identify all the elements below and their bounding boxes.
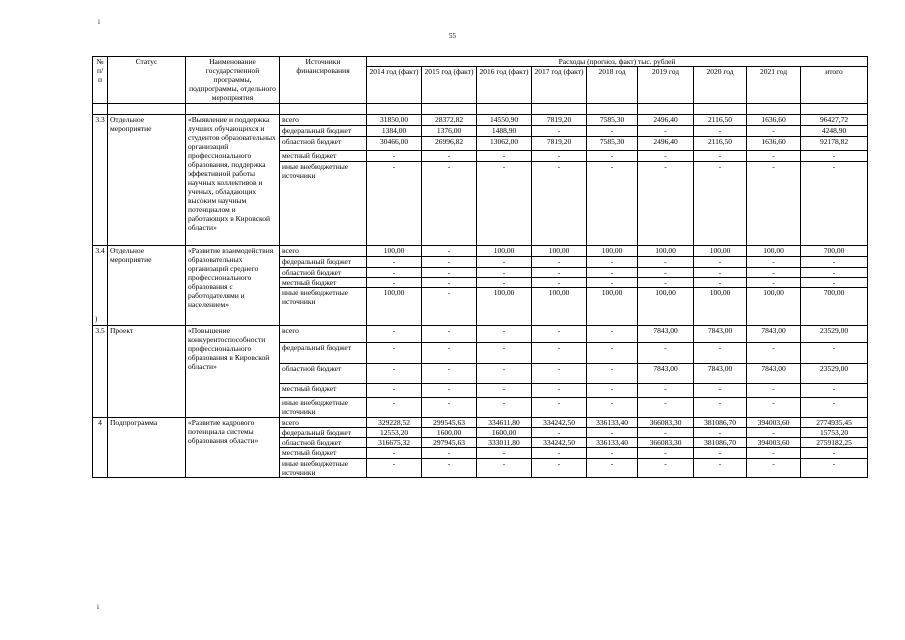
amount-cell: - <box>422 268 477 278</box>
amount-cell: - <box>532 384 587 398</box>
amount-cell: 336133,40 <box>587 438 638 448</box>
amount-cell: 1636,60 <box>747 137 801 151</box>
amount-cell: - <box>477 364 532 384</box>
row-status: Отдельное мероприятие <box>108 246 186 326</box>
amount-cell: - <box>367 268 422 278</box>
amount-cell: 334611,80 <box>477 418 532 428</box>
amount-cell: - <box>587 151 638 162</box>
amount-cell: 31850,00 <box>367 115 422 126</box>
amount-cell: - <box>694 428 747 438</box>
amount-cell: - <box>638 126 694 137</box>
row-number: 3.4 <box>93 246 108 326</box>
row-program-name: «Развитие взаимодействия образовательных организаций среднего профессионального образования с работодателями и населением» <box>186 246 280 326</box>
amount-cell: - <box>638 257 694 268</box>
amount-cell: 100,00 <box>747 246 801 257</box>
amount-cell: - <box>747 257 801 268</box>
amount-cell: - <box>422 384 477 398</box>
amount-cell: - <box>747 268 801 278</box>
amount-cell: 366083,30 <box>638 418 694 428</box>
amount-cell: 13062,00 <box>477 137 532 151</box>
funding-source: федеральный бюджет <box>280 428 367 438</box>
amount-cell: 1376,00 <box>422 126 477 137</box>
header-year: 2020 год <box>694 67 747 104</box>
margin-mark: i <box>98 18 100 26</box>
amount-cell: - <box>532 326 587 343</box>
funding-source: федеральный бюджет <box>280 126 367 137</box>
total-cell: - <box>801 151 868 162</box>
header-year: 2016 год (факт) <box>477 67 532 104</box>
amount-cell: 2116,50 <box>694 137 747 151</box>
amount-cell: - <box>638 398 694 418</box>
funding-source: всего <box>280 326 367 343</box>
amount-cell: 7585,30 <box>587 115 638 126</box>
funding-source: всего <box>280 418 367 428</box>
funding-source: местный бюджет <box>280 278 367 288</box>
header-expenses: Расходы (прогноз, факт) тыс. рублей <box>367 57 868 67</box>
amount-cell: 336133,40 <box>587 418 638 428</box>
amount-cell: - <box>477 398 532 418</box>
amount-cell: 100,00 <box>694 246 747 257</box>
amount-cell: 7843,00 <box>694 326 747 343</box>
amount-cell: - <box>422 448 477 459</box>
header-year: 2017 год (факт) <box>532 67 587 104</box>
amount-cell: - <box>532 151 587 162</box>
amount-cell: - <box>747 278 801 288</box>
amount-cell: - <box>638 278 694 288</box>
amount-cell: - <box>367 448 422 459</box>
amount-cell: 7843,00 <box>638 364 694 384</box>
amount-cell: - <box>587 257 638 268</box>
amount-cell: 329228,52 <box>367 418 422 428</box>
amount-cell: 7843,00 <box>694 364 747 384</box>
page-number: 55 <box>449 32 456 40</box>
amount-cell: - <box>477 151 532 162</box>
amount-cell: - <box>638 162 694 246</box>
amount-cell: - <box>694 459 747 478</box>
total-cell: - <box>801 268 868 278</box>
amount-cell: - <box>638 459 694 478</box>
amount-cell: - <box>367 364 422 384</box>
funding-source: местный бюджет <box>280 448 367 459</box>
amount-cell: 1488,90 <box>477 126 532 137</box>
amount-cell: 7843,00 <box>747 326 801 343</box>
amount-cell: - <box>747 448 801 459</box>
amount-cell: 100,00 <box>367 246 422 257</box>
amount-cell: - <box>694 343 747 364</box>
total-cell: - <box>801 398 868 418</box>
amount-cell: - <box>367 257 422 268</box>
amount-cell: 30466,00 <box>367 137 422 151</box>
funding-source: федеральный бюджет <box>280 257 367 268</box>
total-cell: 700,00 <box>801 246 868 257</box>
amount-cell: 1384,00 <box>367 126 422 137</box>
table-row <box>93 246 868 257</box>
amount-cell: - <box>422 398 477 418</box>
amount-cell: 28372,82 <box>422 115 477 126</box>
amount-cell: - <box>587 384 638 398</box>
row-program-name: «Повышение конкурентоспособности профессионального образования в Кировской области» <box>186 326 280 418</box>
amount-cell: 7819,20 <box>532 115 587 126</box>
funding-source: всего <box>280 246 367 257</box>
amount-cell: - <box>367 384 422 398</box>
amount-cell: 100,00 <box>532 246 587 257</box>
total-cell: 23529,00 <box>801 326 868 343</box>
amount-cell: 394003,60 <box>747 438 801 448</box>
total-cell: 96427,72 <box>801 115 868 126</box>
amount-cell: - <box>422 151 477 162</box>
amount-cell: 1600,00 <box>422 428 477 438</box>
amount-cell: - <box>532 428 587 438</box>
amount-cell: - <box>422 326 477 343</box>
amount-cell: - <box>367 326 422 343</box>
header-no: № п/п <box>93 57 108 104</box>
amount-cell: - <box>422 343 477 364</box>
amount-cell: - <box>587 448 638 459</box>
amount-cell: 297945,63 <box>422 438 477 448</box>
total-cell: 92178,82 <box>801 137 868 151</box>
total-cell: 15753,20 <box>801 428 868 438</box>
header-year: 2018 год <box>587 67 638 104</box>
amount-cell: - <box>532 268 587 278</box>
amount-cell: - <box>422 162 477 246</box>
amount-cell: - <box>587 428 638 438</box>
amount-cell: - <box>422 288 477 326</box>
amount-cell: 100,00 <box>638 288 694 326</box>
amount-cell: 381086,70 <box>694 418 747 428</box>
row-number: 3.5 <box>93 326 108 418</box>
table-spacer-row <box>93 104 868 115</box>
row-number: 4 <box>93 418 108 478</box>
amount-cell: 26996,82 <box>422 137 477 151</box>
header-year: 2015 год (факт) <box>422 67 477 104</box>
row-status: Проект <box>108 326 186 418</box>
amount-cell: 100,00 <box>587 288 638 326</box>
row-program-name: «Развитие кадрового потенциала системы образования области» <box>186 418 280 478</box>
amount-cell: - <box>694 162 747 246</box>
amount-cell: - <box>694 151 747 162</box>
amount-cell: - <box>367 151 422 162</box>
amount-cell: 381086,70 <box>694 438 747 448</box>
amount-cell: 7819,20 <box>532 137 587 151</box>
amount-cell: 1600,00 <box>477 428 532 438</box>
amount-cell: - <box>532 278 587 288</box>
amount-cell: - <box>477 278 532 288</box>
row-number: 3.3 <box>93 115 108 246</box>
amount-cell: - <box>694 384 747 398</box>
total-cell: - <box>801 257 868 268</box>
amount-cell: - <box>477 459 532 478</box>
amount-cell: 100,00 <box>587 246 638 257</box>
amount-cell: - <box>367 459 422 478</box>
amount-cell: - <box>422 278 477 288</box>
amount-cell: - <box>747 384 801 398</box>
funding-source: иные внебюджетные источники <box>280 398 367 418</box>
amount-cell: 299545,63 <box>422 418 477 428</box>
amount-cell: - <box>694 257 747 268</box>
funding-source: местный бюджет <box>280 384 367 398</box>
amount-cell: - <box>694 398 747 418</box>
amount-cell: - <box>532 257 587 268</box>
total-cell: 2774935,45 <box>801 418 868 428</box>
header-total: итого <box>801 67 868 104</box>
amount-cell: - <box>532 459 587 478</box>
amount-cell: 2496,40 <box>638 115 694 126</box>
amount-cell: - <box>638 268 694 278</box>
amount-cell: - <box>587 459 638 478</box>
amount-cell: - <box>422 257 477 268</box>
amount-cell: - <box>638 384 694 398</box>
amount-cell: 100,00 <box>747 288 801 326</box>
amount-cell: - <box>422 459 477 478</box>
amount-cell: 334242,50 <box>532 418 587 428</box>
amount-cell: - <box>532 343 587 364</box>
funding-source: областной бюджет <box>280 268 367 278</box>
amount-cell: 394003,60 <box>747 418 801 428</box>
amount-cell: - <box>367 343 422 364</box>
row-status: Подпрограмма <box>108 418 186 478</box>
funding-source: областной бюджет <box>280 364 367 384</box>
amount-cell: - <box>587 126 638 137</box>
amount-cell: - <box>477 257 532 268</box>
row-program-name: «Выявление и поддержка лучших обучающихся и студентов образовательных организаций профессионального образования, поддержка эффективной работы научных коллективов и ученых, обладающих высоким научным потенциалом и работающих в Кировской области» <box>186 115 280 246</box>
amount-cell: - <box>367 398 422 418</box>
amount-cell: 100,00 <box>532 288 587 326</box>
amount-cell: 7843,00 <box>747 364 801 384</box>
amount-cell: 366083,30 <box>638 438 694 448</box>
amount-cell: 12553,20 <box>367 428 422 438</box>
amount-cell: 7843,00 <box>638 326 694 343</box>
amount-cell: - <box>477 326 532 343</box>
amount-cell: 333011,80 <box>477 438 532 448</box>
amount-cell: - <box>367 278 422 288</box>
amount-cell: - <box>747 126 801 137</box>
amount-cell: - <box>638 151 694 162</box>
amount-cell: - <box>532 364 587 384</box>
amount-cell: - <box>587 268 638 278</box>
header-year: 2021 год <box>747 67 801 104</box>
amount-cell: - <box>638 428 694 438</box>
funding-source: иные внебюджетные источники <box>280 459 367 478</box>
funding-source: местный бюджет <box>280 151 367 162</box>
amount-cell: 334242,50 <box>532 438 587 448</box>
funding-source: областной бюджет <box>280 137 367 151</box>
amount-cell: 100,00 <box>694 288 747 326</box>
header-year: 2019 год <box>638 67 694 104</box>
amount-cell: 100,00 <box>367 288 422 326</box>
total-cell: - <box>801 448 868 459</box>
amount-cell: - <box>747 162 801 246</box>
amount-cell: - <box>694 126 747 137</box>
amount-cell: - <box>694 278 747 288</box>
amount-cell: - <box>587 343 638 364</box>
amount-cell: 14550,90 <box>477 115 532 126</box>
header-name: Наименование государственной программы, подпрограммы, отдельного мероприятия <box>186 57 280 104</box>
amount-cell: - <box>477 268 532 278</box>
amount-cell: - <box>587 398 638 418</box>
amount-cell: - <box>747 459 801 478</box>
amount-cell: - <box>532 162 587 246</box>
table-row <box>93 326 868 343</box>
amount-cell: 316675,32 <box>367 438 422 448</box>
amount-cell: - <box>587 278 638 288</box>
amount-cell: 2496,40 <box>638 137 694 151</box>
total-cell: 23529,00 <box>801 364 868 384</box>
amount-cell: - <box>587 162 638 246</box>
total-cell: - <box>801 384 868 398</box>
table-row <box>93 418 868 428</box>
amount-cell: - <box>747 151 801 162</box>
funding-source: всего <box>280 115 367 126</box>
amount-cell: - <box>694 268 747 278</box>
amount-cell: - <box>532 398 587 418</box>
amount-cell: - <box>587 364 638 384</box>
amount-cell: - <box>638 343 694 364</box>
amount-cell: 100,00 <box>477 288 532 326</box>
amount-cell: - <box>477 162 532 246</box>
total-cell: - <box>801 459 868 478</box>
total-cell: 4248,90 <box>801 126 868 137</box>
header-year: 2014 год (факт) <box>367 67 422 104</box>
amount-cell: - <box>694 448 747 459</box>
amount-cell: - <box>532 126 587 137</box>
funding-source: областной бюджет <box>280 438 367 448</box>
total-cell: - <box>801 162 868 246</box>
margin-mark: i <box>97 603 99 611</box>
amount-cell: 100,00 <box>477 246 532 257</box>
amount-cell: - <box>747 398 801 418</box>
amount-cell: - <box>367 162 422 246</box>
amount-cell: 100,00 <box>638 246 694 257</box>
amount-cell: - <box>638 448 694 459</box>
amount-cell: - <box>477 343 532 364</box>
header-status: Статус <box>108 57 186 104</box>
total-cell: - <box>801 343 868 364</box>
header-sources: Источники финансирования <box>280 57 367 104</box>
table-row <box>93 115 868 126</box>
funding-source: федеральный бюджет <box>280 343 367 364</box>
funding-source: иные внебюджетные источники <box>280 162 367 246</box>
funding-source: иные внебюджетные источники <box>280 288 367 326</box>
amount-cell: 7585,30 <box>587 137 638 151</box>
amount-cell: - <box>422 246 477 257</box>
amount-cell: - <box>477 448 532 459</box>
margin-mark: ) <box>95 315 98 323</box>
amount-cell: - <box>747 428 801 438</box>
amount-cell: - <box>532 448 587 459</box>
amount-cell: 1636,60 <box>747 115 801 126</box>
amount-cell: - <box>422 364 477 384</box>
row-status: Отдельное мероприятие <box>108 115 186 246</box>
amount-cell: - <box>587 326 638 343</box>
amount-cell: 2116,50 <box>694 115 747 126</box>
amount-cell: - <box>747 343 801 364</box>
total-cell: - <box>801 278 868 288</box>
total-cell: 700,00 <box>801 288 868 326</box>
amount-cell: - <box>477 384 532 398</box>
total-cell: 2759182,25 <box>801 438 868 448</box>
budget-table <box>92 56 868 478</box>
